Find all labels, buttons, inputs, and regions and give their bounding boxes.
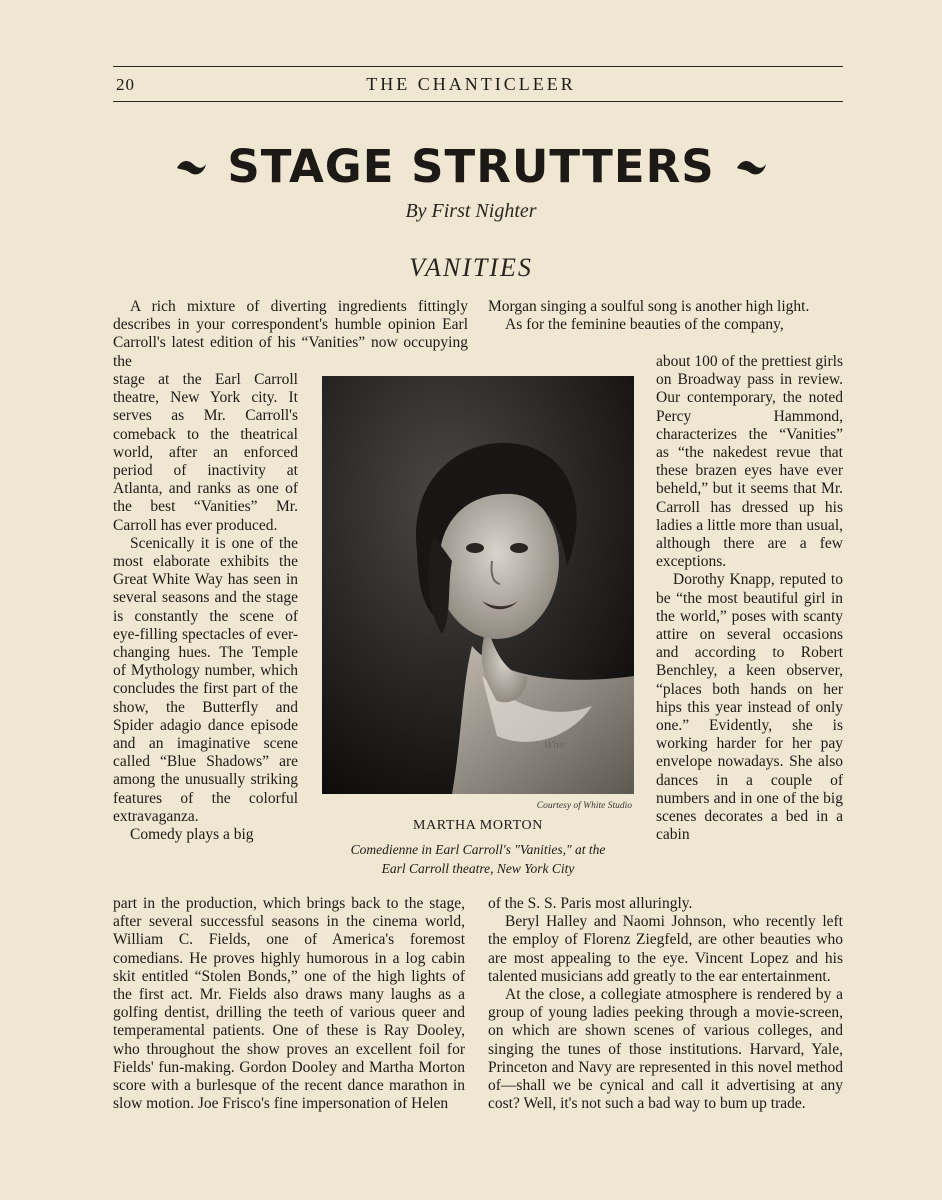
left-bottom-block <box>113 895 465 1113</box>
paragraph-prettiest: about 100 of the prettiest girls on Broadway pass in review. Our contemporary, the noted Percy Hammond, characterizes the “Vanities” as “the nakedest revue that these brazen eyes have ever beheld,” but it seems that Mr. Carroll has dressed up his ladies a little more than usual, although there are a few exceptions. <box>656 353 843 571</box>
caption-description <box>312 840 644 878</box>
caption-line-1: Comedienne in Earl Carroll's "Vanities," at the <box>350 842 606 857</box>
paragraph-morgan: Morgan singing a soulful song is another high light. <box>488 298 810 315</box>
paragraph-feminine: As for the feminine beauties of the company, <box>505 316 784 334</box>
caption-line-2: Earl Carroll theatre, New York City <box>381 861 575 876</box>
paragraph-scenically: Scenically it is one of the most elaborate exhibits the Great White Way has seen in several seasons and the stage is constantly the scene of eye-filling spectacles of ever-changing hues. The Temple of Mythology number, which concludes the first part of the show, the Butterfly and Spider adagio dance episode and an imaginative scene called “Blue Shadows” are among the unusually striking features of the colorful extravaganza. <box>113 534 298 825</box>
caption-name: MARTHA MORTON <box>413 818 543 833</box>
right-flourish-icon <box>733 151 769 183</box>
photo-credit: Courtesy of White Studio <box>536 801 632 811</box>
paragraph-paris: of the S. S. Paris most alluringly. <box>488 895 693 912</box>
header-rule-bottom <box>113 101 843 102</box>
section-heading: VANITIES <box>409 253 533 282</box>
byline: By First Nighter <box>405 200 537 222</box>
paragraph-collegiate: At the close, a collegiate atmosphere is rendered by a group of young ladies peeking through a movie-screen, on which are shown scenes of various colleges, and singing the tunes of those institutions. Harvard, Yale, Princeton and Navy are represented in this novel method of—shall we be cynical and call it advertising at any cost? Well, it's not such a bad way to bum up trade. <box>488 986 843 1113</box>
left-intro-block <box>113 298 468 371</box>
publication-title: THE CHANTICLEER <box>366 74 576 94</box>
article-title-row <box>0 140 942 193</box>
header-rule-top <box>113 66 843 67</box>
paragraph-comedy-start: Comedy plays a big <box>130 826 254 844</box>
paragraph-stage: stage at the Earl Carroll theatre, New York city. It serves as Mr. Carroll's comeback to the theatrical world, after an enforced period of inactivity at Atlanta, and ranks as one of the best “Vanities” Mr. Carroll has ever produced. <box>113 371 298 534</box>
right-top-block <box>488 298 843 334</box>
portrait-photo <box>322 376 634 794</box>
right-narrow-column <box>656 353 843 844</box>
portrait-illustration <box>322 376 634 794</box>
paragraph-intro: A rich mixture of diverting ingredients fittingly describes in your correspondent's humble opinion Earl Carroll's latest edition of his “Vanities” now occupying the <box>113 298 468 370</box>
paragraph-halley: Beryl Halley and Naomi Johnson, who recently left the employ of Florenz Ziegfeld, are other beauties who are most appealing to the eye. Vincent Lopez and his talented musicians add greatly to the ear entertainment. <box>488 913 843 985</box>
svg-text:Whe: Whe <box>544 741 565 751</box>
article-title: STAGE STRUTTERS <box>227 140 715 193</box>
left-narrow-column <box>113 371 298 844</box>
paragraph-comedy-cont: part in the production, which brings back to the stage, after several successful seasons in the cinema world, William C. Fields, one of America's foremost comedians. He proves highly humorous in a log cabin skit entitled “Stolen Bonds,” one of the high lights of the first act. Mr. Fields also draws many laughs as a golfing dentist, drilling the teeth of various queer and temperamental patients. One of these is Ray Dooley, who throughout the show proves an excellent foil for Fields' fun-making. Gordon Dooley and Martha Morton score with a burlesque of the recent dance marathon in slow motion. Joe Frisco's fine impersonation of Helen <box>113 895 465 1113</box>
left-flourish-icon <box>173 151 209 183</box>
page-number: 20 <box>116 75 135 94</box>
right-bottom-block <box>488 895 843 1113</box>
paragraph-knapp: Dorothy Knapp, reputed to be “the most beautiful girl in the world,” poses with scanty attire on several occasions and according to Robert Benchley, a keen observer, “places both hands on her hips this year instead of only one.” Evidently, she is working harder for her pay envelope nowadays. She also dances in a couple of numbers and in one of the big scenes decorates a bed in a cabin <box>656 571 843 844</box>
